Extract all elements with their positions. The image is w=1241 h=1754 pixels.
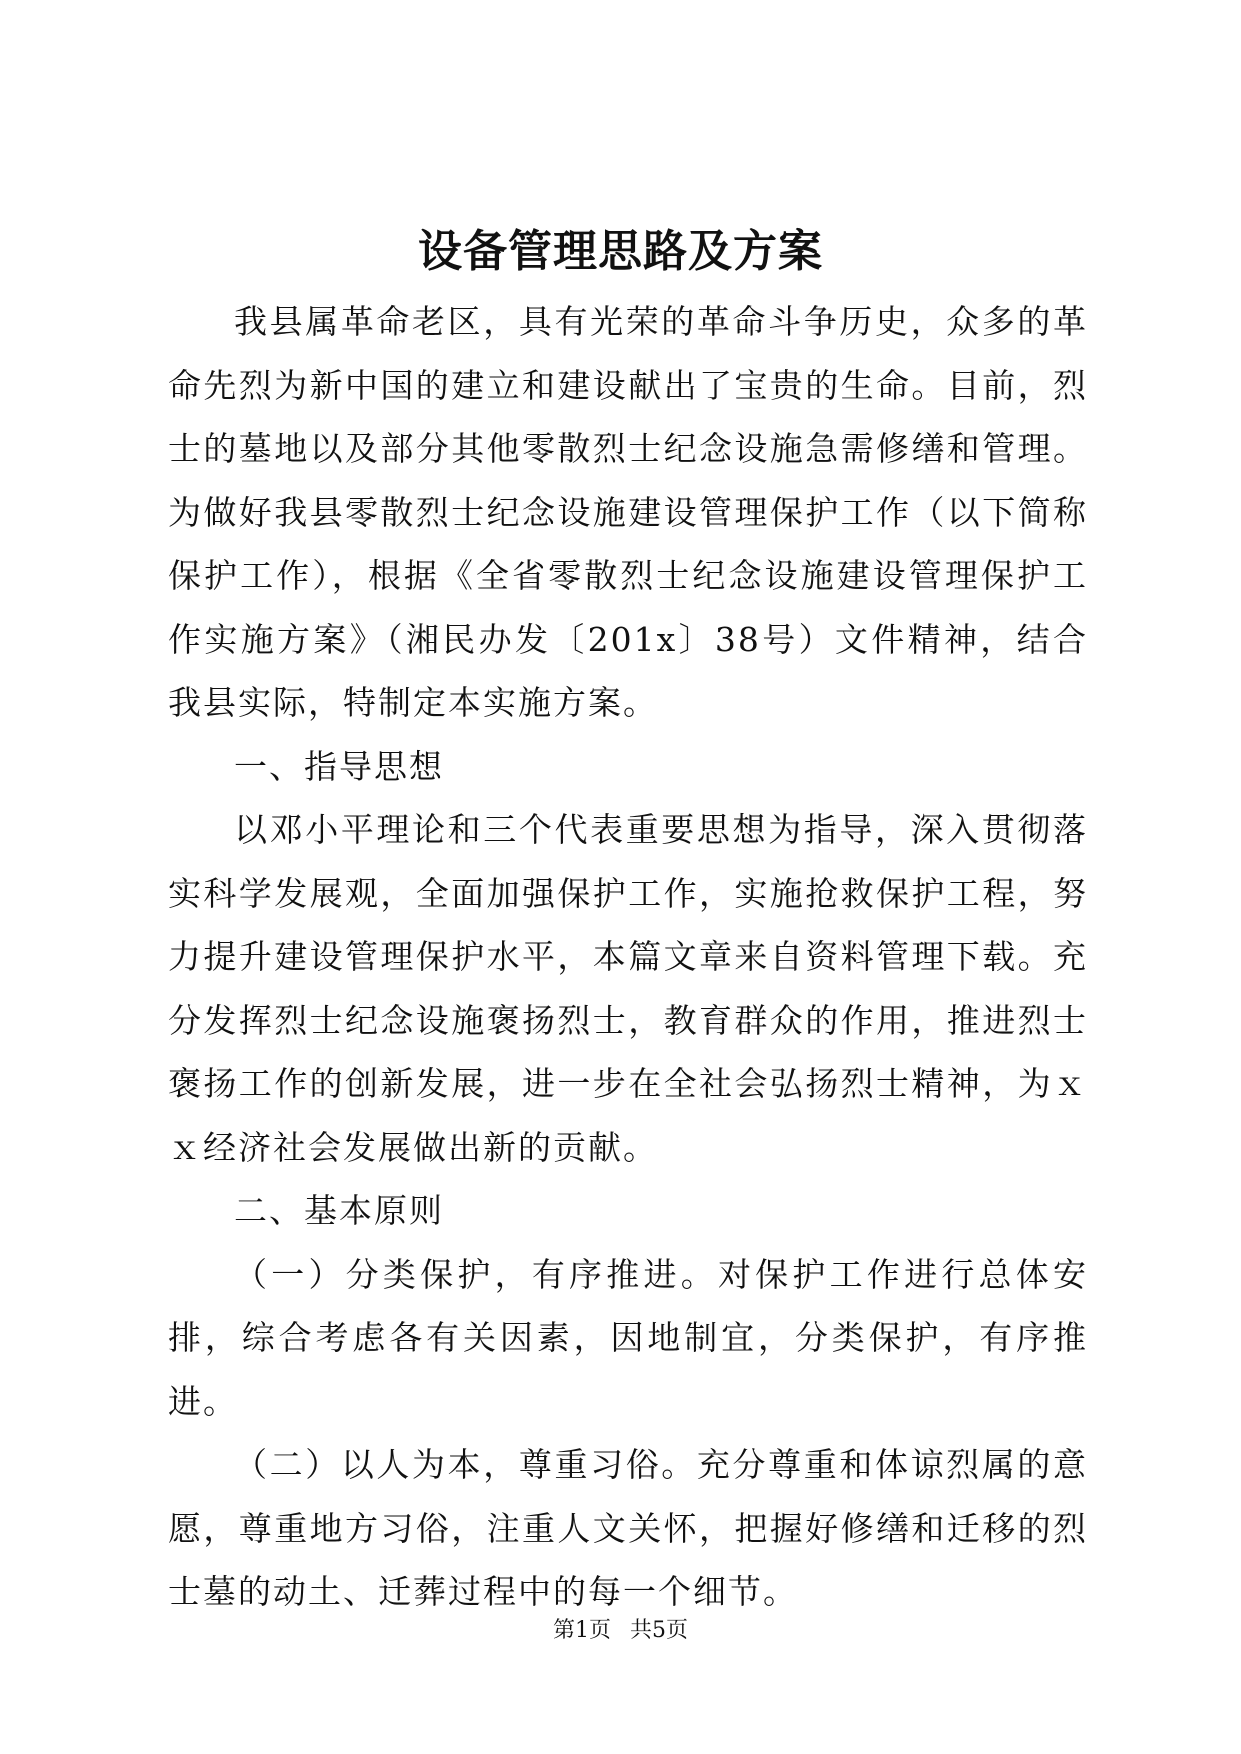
page-number-current: 第1页: [553, 1618, 611, 1643]
document-body: [168, 290, 1088, 1624]
paragraph-principle-2: （二）以人为本，尊重习俗。充分尊重和体谅烈属的意愿，尊重地方习俗，注重人文关怀，把握好修缮和迁移的烈士墓的动土、迁葬过程中的每一个细节。: [168, 1445, 1088, 1611]
paragraph-guiding-ideology: 以邓小平理论和三个代表重要思想为指导，深入贯彻落实科学发展观，全面加强保护工作，实施抢救保护工程，努力提升建设管理保护水平，本篇文章来自资料管理下载。充分发挥烈士纪念设施褒扬烈士，教育群众的作用，推进烈士褒扬工作的创新发展，进一步在全社会弘扬烈士精神，为ｘｘ经济社会发展做出新的贡献。: [168, 810, 1088, 1167]
document-title: 设备管理思路及方案: [418, 226, 823, 277]
paragraph-principle-1: （一）分类保护，有序推进。对保护工作进行总体安排，综合考虑各有关因素，因地制宜，分类保护，有序推进。: [168, 1254, 1088, 1421]
section-heading-guiding-ideology: 一、指导思想: [234, 746, 444, 786]
page-footer: [0, 1616, 1241, 1646]
paragraph-intro: 我县属革命老区，具有光荣的革命斗争历史，众多的革命先烈为新中国的建立和建设献出了宝贵的生命。目前，烈士的墓地以及部分其他零散烈士纪念设施急需修缮和管理。为做好我县零散烈士纪念设施建设管理保护工作（以下简称保护工作），根据《全省零散烈士纪念设施建设管理保护工作实施方案》（湘民办发〔201x〕38号）文件精神，结合我县实际，特制定本实施方案。: [168, 302, 1088, 722]
section-heading-basic-principles: 二、基本原则: [234, 1191, 444, 1230]
page-number-total: 共5页: [630, 1618, 688, 1643]
